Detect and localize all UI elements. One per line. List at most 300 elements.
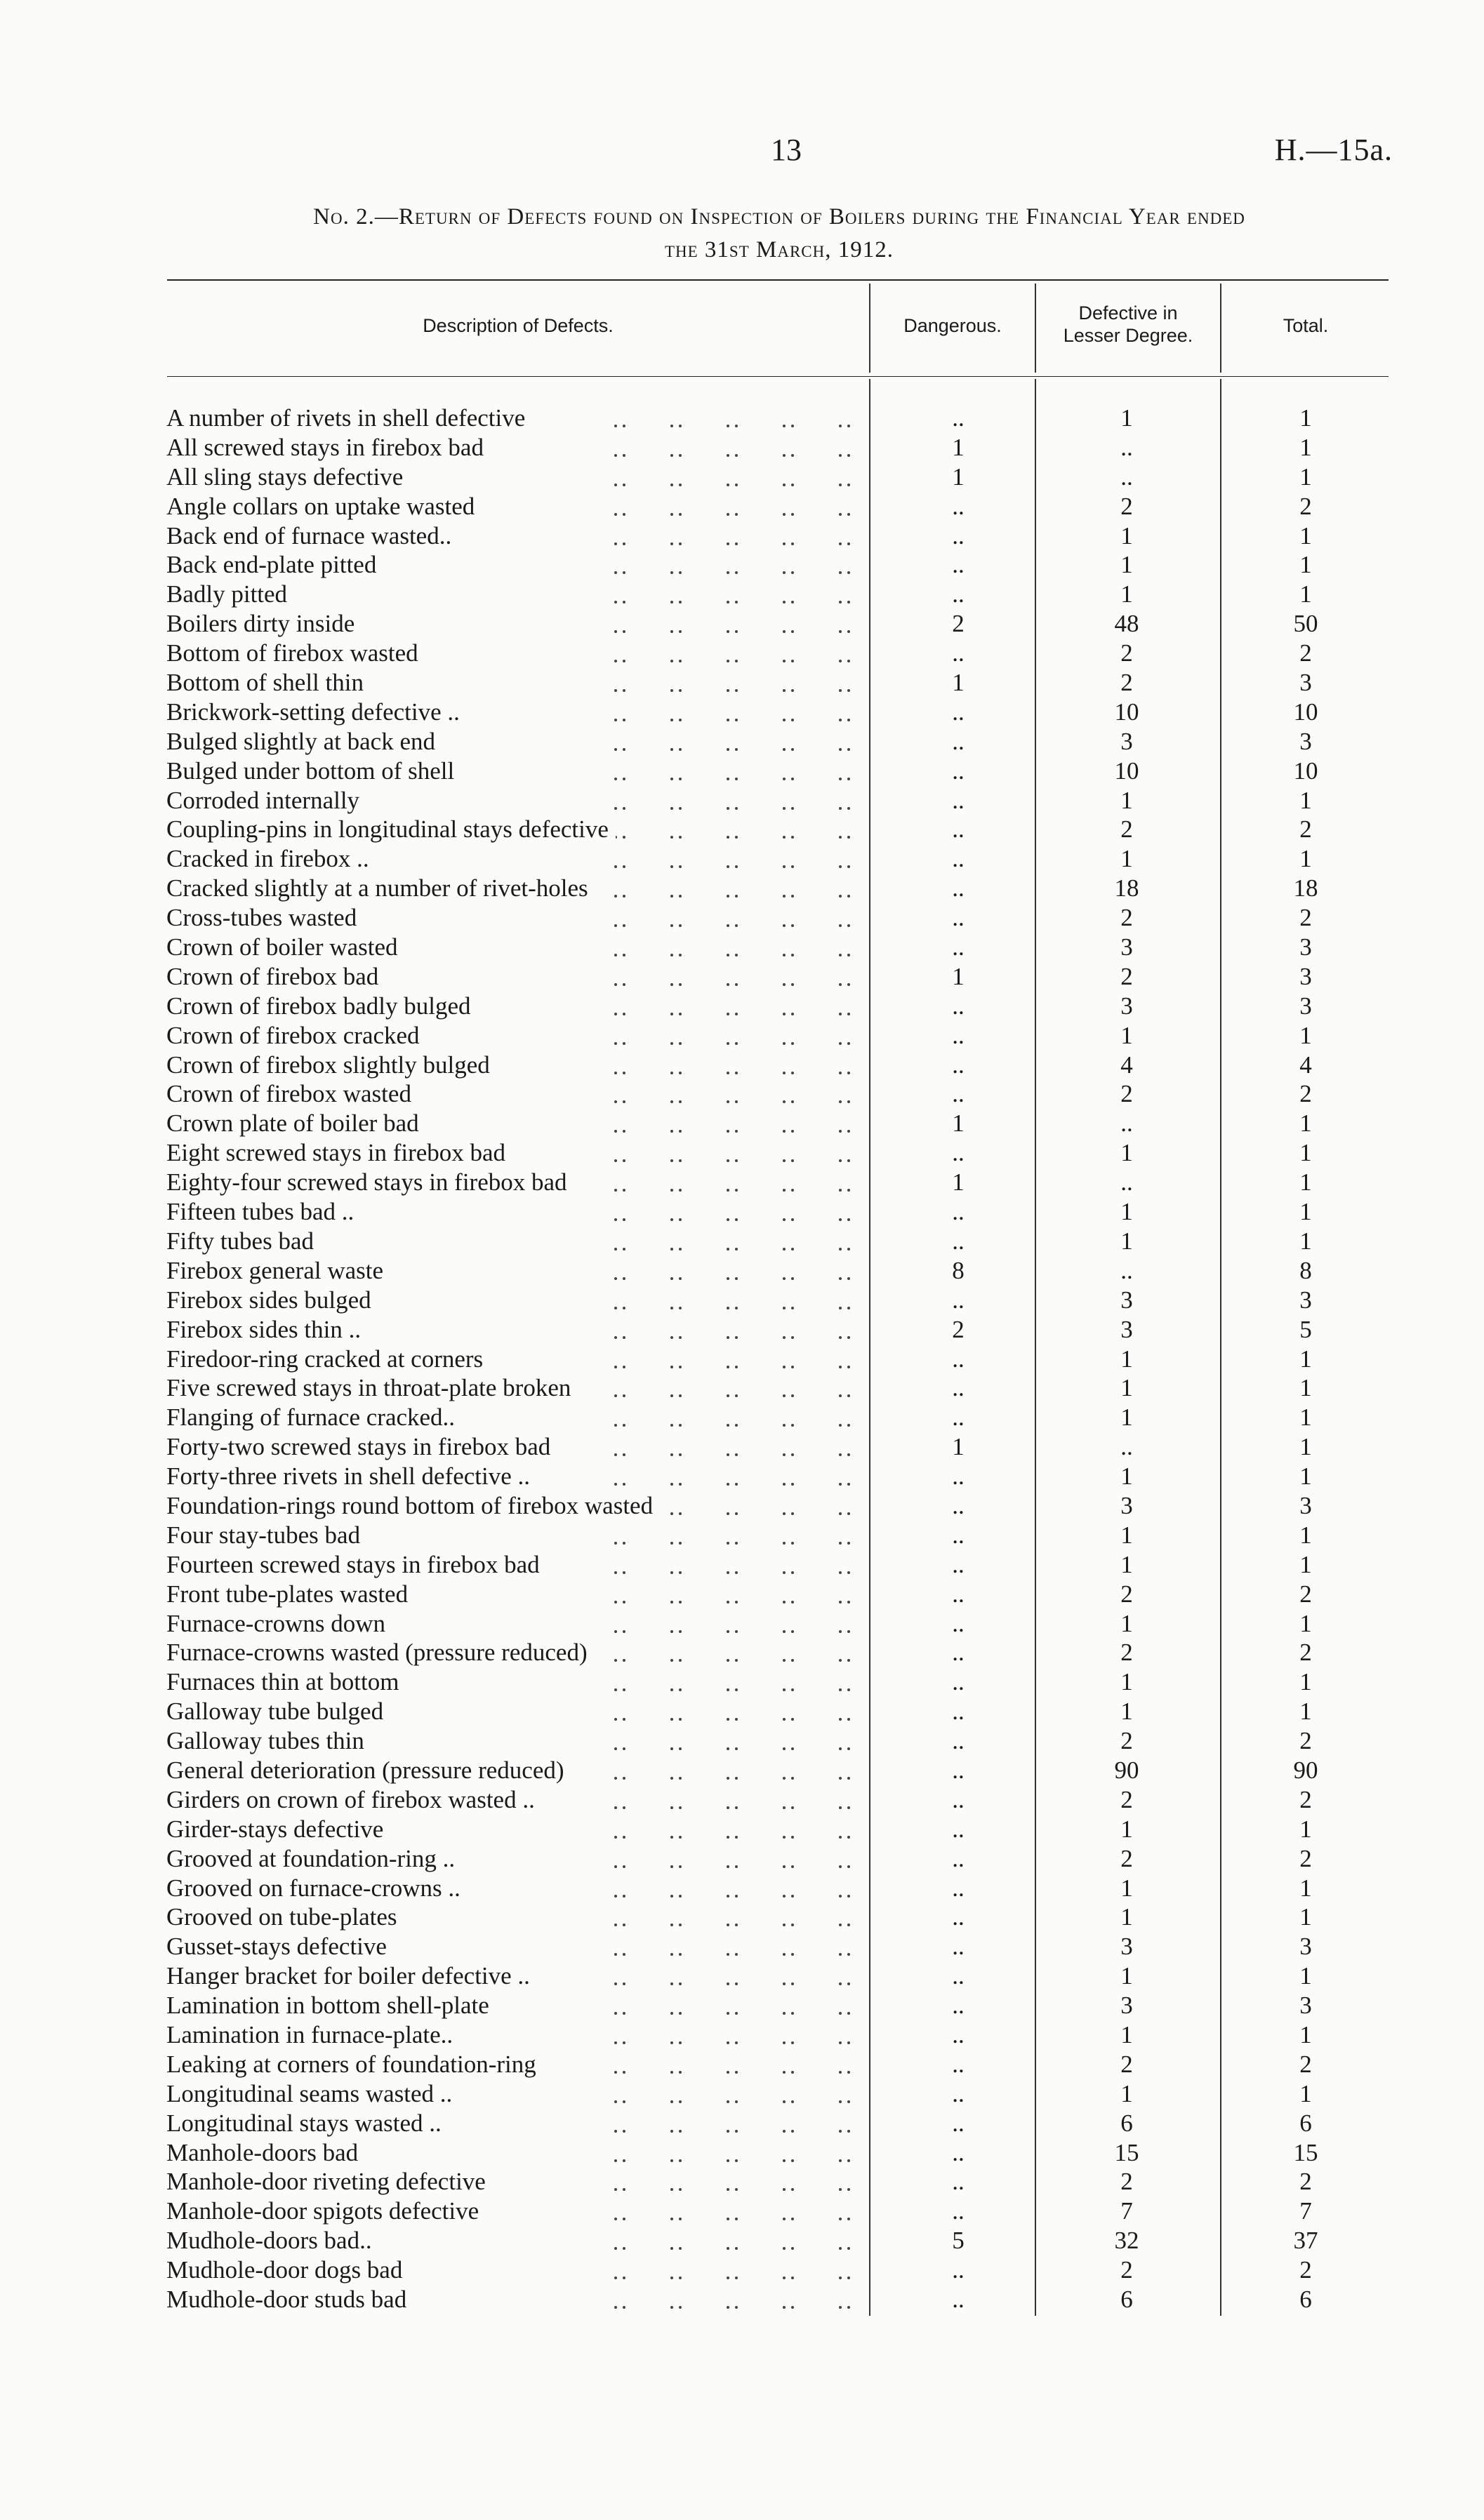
lesser-degree-count: 2 <box>1120 2256 1133 2284</box>
defect-description: Eighty-four screwed stays in firebox bad <box>166 1168 574 1197</box>
defect-description: Girder-stays defective <box>166 1815 390 1844</box>
total-count: 5 <box>1299 1315 1312 1343</box>
dangerous-count: .. <box>952 1698 965 1726</box>
defect-description: Leaking at corners of foundation-ring <box>166 2050 543 2079</box>
dangerous-count: 1 <box>952 962 965 990</box>
table-row <box>0 1373 1484 1403</box>
table-row <box>0 727 1484 756</box>
table-row <box>0 1197 1484 1227</box>
table-row <box>0 1815 1484 1844</box>
defect-description: Fifty tubes bad <box>166 1227 321 1256</box>
total-count: 2 <box>1299 1727 1312 1755</box>
lesser-degree-count: 1 <box>1120 580 1133 608</box>
defect-description: Five screwed stays in throat-plate broken <box>166 1373 578 1403</box>
total-count: 6 <box>1299 2109 1312 2137</box>
lesser-degree-count: 1 <box>1120 521 1133 549</box>
lesser-degree-count: 2 <box>1120 2050 1133 2078</box>
defect-description: Bulged under bottom of shell <box>166 756 461 786</box>
dangerous-count: .. <box>952 521 965 549</box>
total-count: 10 <box>1293 756 1318 785</box>
total-count: 1 <box>1299 2020 1312 2048</box>
lesser-degree-count: 3 <box>1120 992 1133 1020</box>
lesser-degree-count: .. <box>1120 462 1133 491</box>
total-count: 1 <box>1299 1903 1312 1931</box>
total-count: 2 <box>1299 1080 1312 1108</box>
table-row <box>0 1227 1484 1256</box>
lesser-degree-count: 1 <box>1120 1139 1133 1167</box>
lesser-degree-count: 2 <box>1120 1080 1133 1108</box>
defect-description: Grooved on furnace-crowns .. <box>166 1874 468 1903</box>
total-count: 1 <box>1299 580 1312 608</box>
dangerous-count: .. <box>952 1580 965 1608</box>
dangerous-count: .. <box>952 1550 965 1578</box>
table-row <box>0 1403 1484 1432</box>
total-count: 1 <box>1299 1404 1312 1432</box>
lesser-degree-count: .. <box>1120 1256 1133 1284</box>
table-row <box>0 433 1484 462</box>
table-row <box>0 1667 1484 1697</box>
header-lesser-degree <box>1036 302 1220 347</box>
dangerous-count: 5 <box>952 2227 965 2255</box>
lesser-degree-count: .. <box>1120 433 1133 461</box>
header-dangerous: Dangerous. <box>903 315 1002 336</box>
dangerous-count: .. <box>952 1080 965 1108</box>
total-count: 37 <box>1293 2227 1318 2255</box>
table-row <box>0 1726 1484 1756</box>
defect-description: Coupling-pins in longitudinal stays defective <box>166 815 616 844</box>
total-count: 1 <box>1299 1962 1312 1990</box>
table-row <box>0 933 1484 962</box>
table-row <box>0 1021 1484 1051</box>
dangerous-count: .. <box>952 904 965 932</box>
dangerous-count: .. <box>952 845 965 873</box>
dangerous-count: .. <box>952 1609 965 1637</box>
lesser-degree-count: 1 <box>1120 1815 1133 1843</box>
defect-description: Bottom of firebox wasted <box>166 639 425 668</box>
dangerous-count: 1 <box>952 433 965 461</box>
total-count: 1 <box>1299 786 1312 814</box>
defect-description: Cracked slightly at a number of rivet-holes <box>166 874 595 903</box>
total-count: 1 <box>1299 1139 1312 1167</box>
lesser-degree-count: 2 <box>1120 962 1133 990</box>
total-count: 3 <box>1299 1491 1312 1519</box>
defect-description: Firebox sides thin .. <box>166 1315 368 1345</box>
lesser-degree-count: 10 <box>1114 698 1139 726</box>
table-row <box>0 1109 1484 1138</box>
dangerous-count: .. <box>952 1874 965 1902</box>
dangerous-count: .. <box>952 1286 965 1314</box>
header-total: Total. <box>1283 315 1329 336</box>
lesser-degree-count: 1 <box>1120 1198 1133 1226</box>
defect-description: Furnace-crowns down <box>166 1609 392 1639</box>
lesser-degree-count: 15 <box>1114 2138 1139 2166</box>
table-row <box>0 1932 1484 1961</box>
dangerous-count: .. <box>952 1639 965 1667</box>
dangerous-count: .. <box>952 756 965 785</box>
dangerous-count: .. <box>952 933 965 961</box>
defect-description: Bulged slightly at back end <box>166 727 442 756</box>
table-row <box>0 1521 1484 1550</box>
defect-description: Furnace-crowns wasted (pressure reduced) <box>166 1638 595 1667</box>
lesser-degree-count: .. <box>1120 1168 1133 1196</box>
defect-description: Manhole-door riveting defective <box>166 2167 493 2196</box>
table-row <box>0 962 1484 992</box>
total-count: 1 <box>1299 1433 1312 1461</box>
table-row <box>0 1079 1484 1109</box>
dangerous-count: .. <box>952 874 965 902</box>
total-count: 1 <box>1299 1550 1312 1578</box>
lesser-degree-count: 1 <box>1120 1374 1133 1402</box>
defect-description: Bottom of shell thin <box>166 668 371 698</box>
defect-description: General deterioration (pressure reduced) <box>166 1756 571 1785</box>
table-row <box>0 1432 1484 1462</box>
defect-description: Corroded internally <box>166 786 366 815</box>
defect-description: Mudhole-doors bad.. <box>166 2226 379 2255</box>
lesser-degree-count: 1 <box>1120 551 1133 579</box>
defect-description: Forty-two screwed stays in firebox bad <box>166 1432 557 1462</box>
total-count: 1 <box>1299 1021 1312 1049</box>
dangerous-count: .. <box>952 727 965 755</box>
defect-description: Crown of firebox bad <box>166 962 385 992</box>
lesser-degree-count: 32 <box>1114 2227 1139 2255</box>
table-row <box>0 1638 1484 1667</box>
table-row <box>0 2255 1484 2285</box>
total-count: 1 <box>1299 1227 1312 1255</box>
lesser-degree-count: 1 <box>1120 845 1133 873</box>
total-count: 2 <box>1299 492 1312 520</box>
defect-description: Back end-plate pitted <box>166 550 383 580</box>
defect-description: Firebox sides bulged <box>166 1286 378 1315</box>
table-row <box>0 521 1484 551</box>
dangerous-count: .. <box>952 2256 965 2284</box>
table-row <box>0 1256 1484 1286</box>
dangerous-count: .. <box>952 551 965 579</box>
defect-description: Lamination in bottom shell-plate <box>166 1991 496 2020</box>
page-number: 13 <box>771 133 802 167</box>
table-row <box>0 609 1484 639</box>
total-count: 2 <box>1299 1844 1312 1872</box>
defect-description: Manhole-door spigots defective <box>166 2196 486 2226</box>
lesser-degree-count: .. <box>1120 1433 1133 1461</box>
lesser-degree-count: 1 <box>1120 1345 1133 1373</box>
defect-description: Grooved on tube-plates <box>166 1902 404 1932</box>
total-count: 15 <box>1293 2138 1318 2166</box>
dangerous-count: .. <box>952 2050 965 2078</box>
total-count: 2 <box>1299 815 1312 844</box>
total-count: 3 <box>1299 1992 1312 2020</box>
defect-description: Four stay-tubes bad <box>166 1521 367 1550</box>
lesser-degree-count: 1 <box>1120 1521 1133 1549</box>
total-count: 2 <box>1299 904 1312 932</box>
total-count: 18 <box>1293 874 1318 902</box>
table-row <box>0 1756 1484 1785</box>
table-row <box>0 1844 1484 1874</box>
header-lesser-degree-line-2: Lesser Degree. <box>1063 325 1193 346</box>
header-description: Description of Defects. <box>423 315 614 336</box>
table-row <box>0 1550 1484 1580</box>
total-count: 3 <box>1299 1286 1312 1314</box>
defect-description: Grooved at foundation-ring .. <box>166 1844 462 1874</box>
total-count: 1 <box>1299 433 1312 461</box>
total-count: 2 <box>1299 2168 1312 2196</box>
dangerous-count: .. <box>952 698 965 726</box>
total-count: 2 <box>1299 2256 1312 2284</box>
total-count: 3 <box>1299 962 1312 990</box>
total-count: 1 <box>1299 521 1312 549</box>
lesser-degree-count: 2 <box>1120 904 1133 932</box>
total-count: 3 <box>1299 669 1312 697</box>
table-row <box>0 462 1484 492</box>
table-title-line-2: the 31st March, 1912. <box>664 237 894 262</box>
total-count: 1 <box>1299 1874 1312 1902</box>
total-count: 2 <box>1299 2050 1312 2078</box>
table-row <box>0 903 1484 933</box>
header-lesser-degree-line-1: Defective in <box>1078 302 1178 324</box>
total-count: 10 <box>1293 698 1318 726</box>
total-count: 1 <box>1299 845 1312 873</box>
defect-description: Crown of firebox cracked <box>166 1021 427 1051</box>
dangerous-count: .. <box>952 1404 965 1432</box>
defect-description: Mudhole-door dogs bad <box>166 2255 409 2285</box>
table-row <box>0 1051 1484 1080</box>
defect-description: Fifteen tubes bad .. <box>166 1197 361 1227</box>
total-count: 7 <box>1299 2197 1312 2225</box>
total-count: 2 <box>1299 1580 1312 1608</box>
table-row <box>0 756 1484 786</box>
table-row <box>0 874 1484 903</box>
defect-description: Flanging of furnace cracked.. <box>166 1403 462 1432</box>
table-row <box>0 2285 1484 2314</box>
lesser-degree-count: 3 <box>1120 1933 1133 1961</box>
table-row <box>0 550 1484 580</box>
dangerous-count: 1 <box>952 1433 965 1461</box>
defect-description: Boilers dirty inside <box>166 609 362 639</box>
table-row <box>0 992 1484 1021</box>
total-count: 1 <box>1299 462 1312 491</box>
lesser-degree-count: .. <box>1120 1109 1133 1138</box>
dangerous-count: .. <box>952 2138 965 2166</box>
defect-description: Badly pitted <box>166 580 294 609</box>
table-row <box>0 1961 1484 1991</box>
defect-description: Crown of firebox wasted <box>166 1079 418 1109</box>
table-row <box>0 639 1484 668</box>
dangerous-count: .. <box>952 1374 965 1402</box>
lesser-degree-count: 1 <box>1120 404 1133 432</box>
header-bottom-rule <box>167 376 1389 377</box>
dangerous-count: .. <box>952 1815 965 1843</box>
table-row <box>0 1874 1484 1903</box>
total-count: 1 <box>1299 1698 1312 1726</box>
dangerous-count: .. <box>952 2286 965 2313</box>
defect-description: Cracked in firebox .. <box>166 844 376 874</box>
dangerous-count: .. <box>952 1962 965 1990</box>
lesser-degree-count: 1 <box>1120 1903 1133 1931</box>
defect-description: Longitudinal seams wasted .. <box>166 2079 459 2109</box>
dangerous-count: .. <box>952 2168 965 2196</box>
table-body <box>0 404 1484 2314</box>
total-count: 1 <box>1299 1109 1312 1138</box>
defect-description: Girders on crown of firebox wasted .. <box>166 1785 542 1815</box>
dangerous-count: 1 <box>952 669 965 697</box>
table-row <box>0 2079 1484 2109</box>
document-reference: H.—15a. <box>1274 133 1393 167</box>
defect-description: Fourteen screwed stays in firebox bad <box>166 1550 547 1580</box>
lesser-degree-count: 2 <box>1120 1727 1133 1755</box>
dangerous-count: .. <box>952 1198 965 1226</box>
lesser-degree-count: 3 <box>1120 1992 1133 2020</box>
dangerous-count: .. <box>952 1668 965 1696</box>
dangerous-count: .. <box>952 1051 965 1079</box>
defect-description: Crown of firebox badly bulged <box>166 992 478 1021</box>
defect-description: Foundation-rings round bottom of firebox wasted <box>166 1491 660 1521</box>
lesser-degree-count: 3 <box>1120 1315 1133 1343</box>
total-count: 1 <box>1299 1462 1312 1491</box>
dangerous-count: .. <box>952 1933 965 1961</box>
dangerous-count: .. <box>952 1785 965 1813</box>
dangerous-count: .. <box>952 2020 965 2048</box>
table-row <box>0 1697 1484 1726</box>
lesser-degree-count: 1 <box>1120 1609 1133 1637</box>
table-row <box>0 2050 1484 2079</box>
lesser-degree-count: 1 <box>1120 1962 1133 1990</box>
table-row <box>0 2020 1484 2050</box>
lesser-degree-count: 7 <box>1120 2197 1133 2225</box>
lesser-degree-count: 1 <box>1120 2020 1133 2048</box>
table-row <box>0 1138 1484 1168</box>
lesser-degree-count: 2 <box>1120 1580 1133 1608</box>
lesser-degree-count: 3 <box>1120 1286 1133 1314</box>
defect-description: All sling stays defective <box>166 462 410 492</box>
total-count: 1 <box>1299 1168 1312 1196</box>
total-count: 2 <box>1299 1785 1312 1813</box>
total-count: 3 <box>1299 727 1312 755</box>
dangerous-count: 2 <box>952 610 965 638</box>
defect-description: Lamination in furnace-plate.. <box>166 2020 460 2050</box>
defect-description: Brickwork-setting defective .. <box>166 698 467 727</box>
total-count: 1 <box>1299 404 1312 432</box>
defect-description: Forty-three rivets in shell defective .. <box>166 1462 537 1491</box>
defect-description: Hanger bracket for boiler defective .. <box>166 1961 537 1991</box>
dangerous-count: 1 <box>952 462 965 491</box>
table-row <box>0 580 1484 609</box>
lesser-degree-count: 2 <box>1120 2168 1133 2196</box>
total-count: 1 <box>1299 551 1312 579</box>
total-count: 3 <box>1299 992 1312 1020</box>
total-count: 1 <box>1299 1374 1312 1402</box>
table-row <box>0 786 1484 815</box>
table-row <box>0 2138 1484 2168</box>
dangerous-count: .. <box>952 404 965 432</box>
lesser-degree-count: 2 <box>1120 815 1133 844</box>
defect-description: Crown of firebox slightly bulged <box>166 1051 497 1080</box>
table-row <box>0 844 1484 874</box>
total-count: 4 <box>1299 1051 1312 1079</box>
total-count: 8 <box>1299 1256 1312 1284</box>
table-row <box>0 1991 1484 2020</box>
lesser-degree-count: 1 <box>1120 2079 1133 2107</box>
table-row <box>0 1580 1484 1609</box>
total-count: 1 <box>1299 1668 1312 1696</box>
lesser-degree-count: 1 <box>1120 1227 1133 1255</box>
table-row <box>0 404 1484 433</box>
defect-description: All screwed stays in firebox bad <box>166 433 491 462</box>
dangerous-count: .. <box>952 1992 965 2020</box>
lesser-degree-count: 1 <box>1120 1404 1133 1432</box>
dangerous-count: .. <box>952 992 965 1020</box>
dangerous-count: .. <box>952 1727 965 1755</box>
total-count: 1 <box>1299 2079 1312 2107</box>
dangerous-count: 1 <box>952 1168 965 1196</box>
table-row <box>0 1462 1484 1491</box>
defect-description: Galloway tube bulged <box>166 1697 390 1726</box>
defect-description: Front tube-plates wasted <box>166 1580 415 1609</box>
dangerous-count: .. <box>952 786 965 814</box>
defect-description: Mudhole-door studs bad <box>166 2285 413 2314</box>
lesser-degree-count: 90 <box>1114 1756 1139 1784</box>
lesser-degree-count: 1 <box>1120 1021 1133 1049</box>
total-count: 1 <box>1299 1609 1312 1637</box>
dangerous-count: .. <box>952 1139 965 1167</box>
lesser-degree-count: 3 <box>1120 727 1133 755</box>
defect-description: Longitudinal stays wasted .. <box>166 2109 449 2138</box>
dangerous-count: .. <box>952 1021 965 1049</box>
table-row <box>0 1315 1484 1345</box>
table-title <box>165 201 1393 267</box>
dangerous-count: .. <box>952 639 965 667</box>
defect-description: Crown plate of boiler bad <box>166 1109 426 1138</box>
lesser-degree-count: 2 <box>1120 1844 1133 1872</box>
dangerous-count: .. <box>952 2197 965 2225</box>
table-row <box>0 492 1484 521</box>
lesser-degree-count: 6 <box>1120 2109 1133 2137</box>
dangerous-count: 1 <box>952 1109 965 1138</box>
table-row <box>0 668 1484 698</box>
dangerous-count: .. <box>952 815 965 844</box>
dangerous-count: .. <box>952 1521 965 1549</box>
dangerous-count: .. <box>952 1756 965 1784</box>
lesser-degree-count: 1 <box>1120 1462 1133 1491</box>
lesser-degree-count: 10 <box>1114 756 1139 785</box>
defect-description: A number of rivets in shell defective <box>166 404 532 433</box>
defect-description: Angle collars on uptake wasted <box>166 492 482 521</box>
defect-description: Furnaces thin at bottom <box>166 1667 406 1697</box>
table-row <box>0 2196 1484 2226</box>
table-top-rule <box>167 279 1389 281</box>
lesser-degree-count: 18 <box>1114 874 1139 902</box>
total-count: 1 <box>1299 1198 1312 1226</box>
total-count: 3 <box>1299 933 1312 961</box>
lesser-degree-count: 48 <box>1114 610 1139 638</box>
lesser-degree-count: 2 <box>1120 1785 1133 1813</box>
lesser-degree-count: 2 <box>1120 669 1133 697</box>
table-row <box>0 1345 1484 1374</box>
total-count: 1 <box>1299 1521 1312 1549</box>
dangerous-count: 8 <box>952 1256 965 1284</box>
lesser-degree-count: 2 <box>1120 492 1133 520</box>
table-row <box>0 1491 1484 1521</box>
lesser-degree-count: 4 <box>1120 1051 1133 1079</box>
defect-description: Cross-tubes wasted <box>166 903 364 933</box>
lesser-degree-count: 1 <box>1120 1668 1133 1696</box>
lesser-degree-count: 2 <box>1120 1639 1133 1667</box>
table-row <box>0 2167 1484 2196</box>
table-row <box>0 1609 1484 1639</box>
dangerous-count: .. <box>952 492 965 520</box>
lesser-degree-count: 2 <box>1120 639 1133 667</box>
lesser-degree-count: 6 <box>1120 2286 1133 2313</box>
total-count: 90 <box>1293 1756 1318 1784</box>
table-row <box>0 1168 1484 1197</box>
